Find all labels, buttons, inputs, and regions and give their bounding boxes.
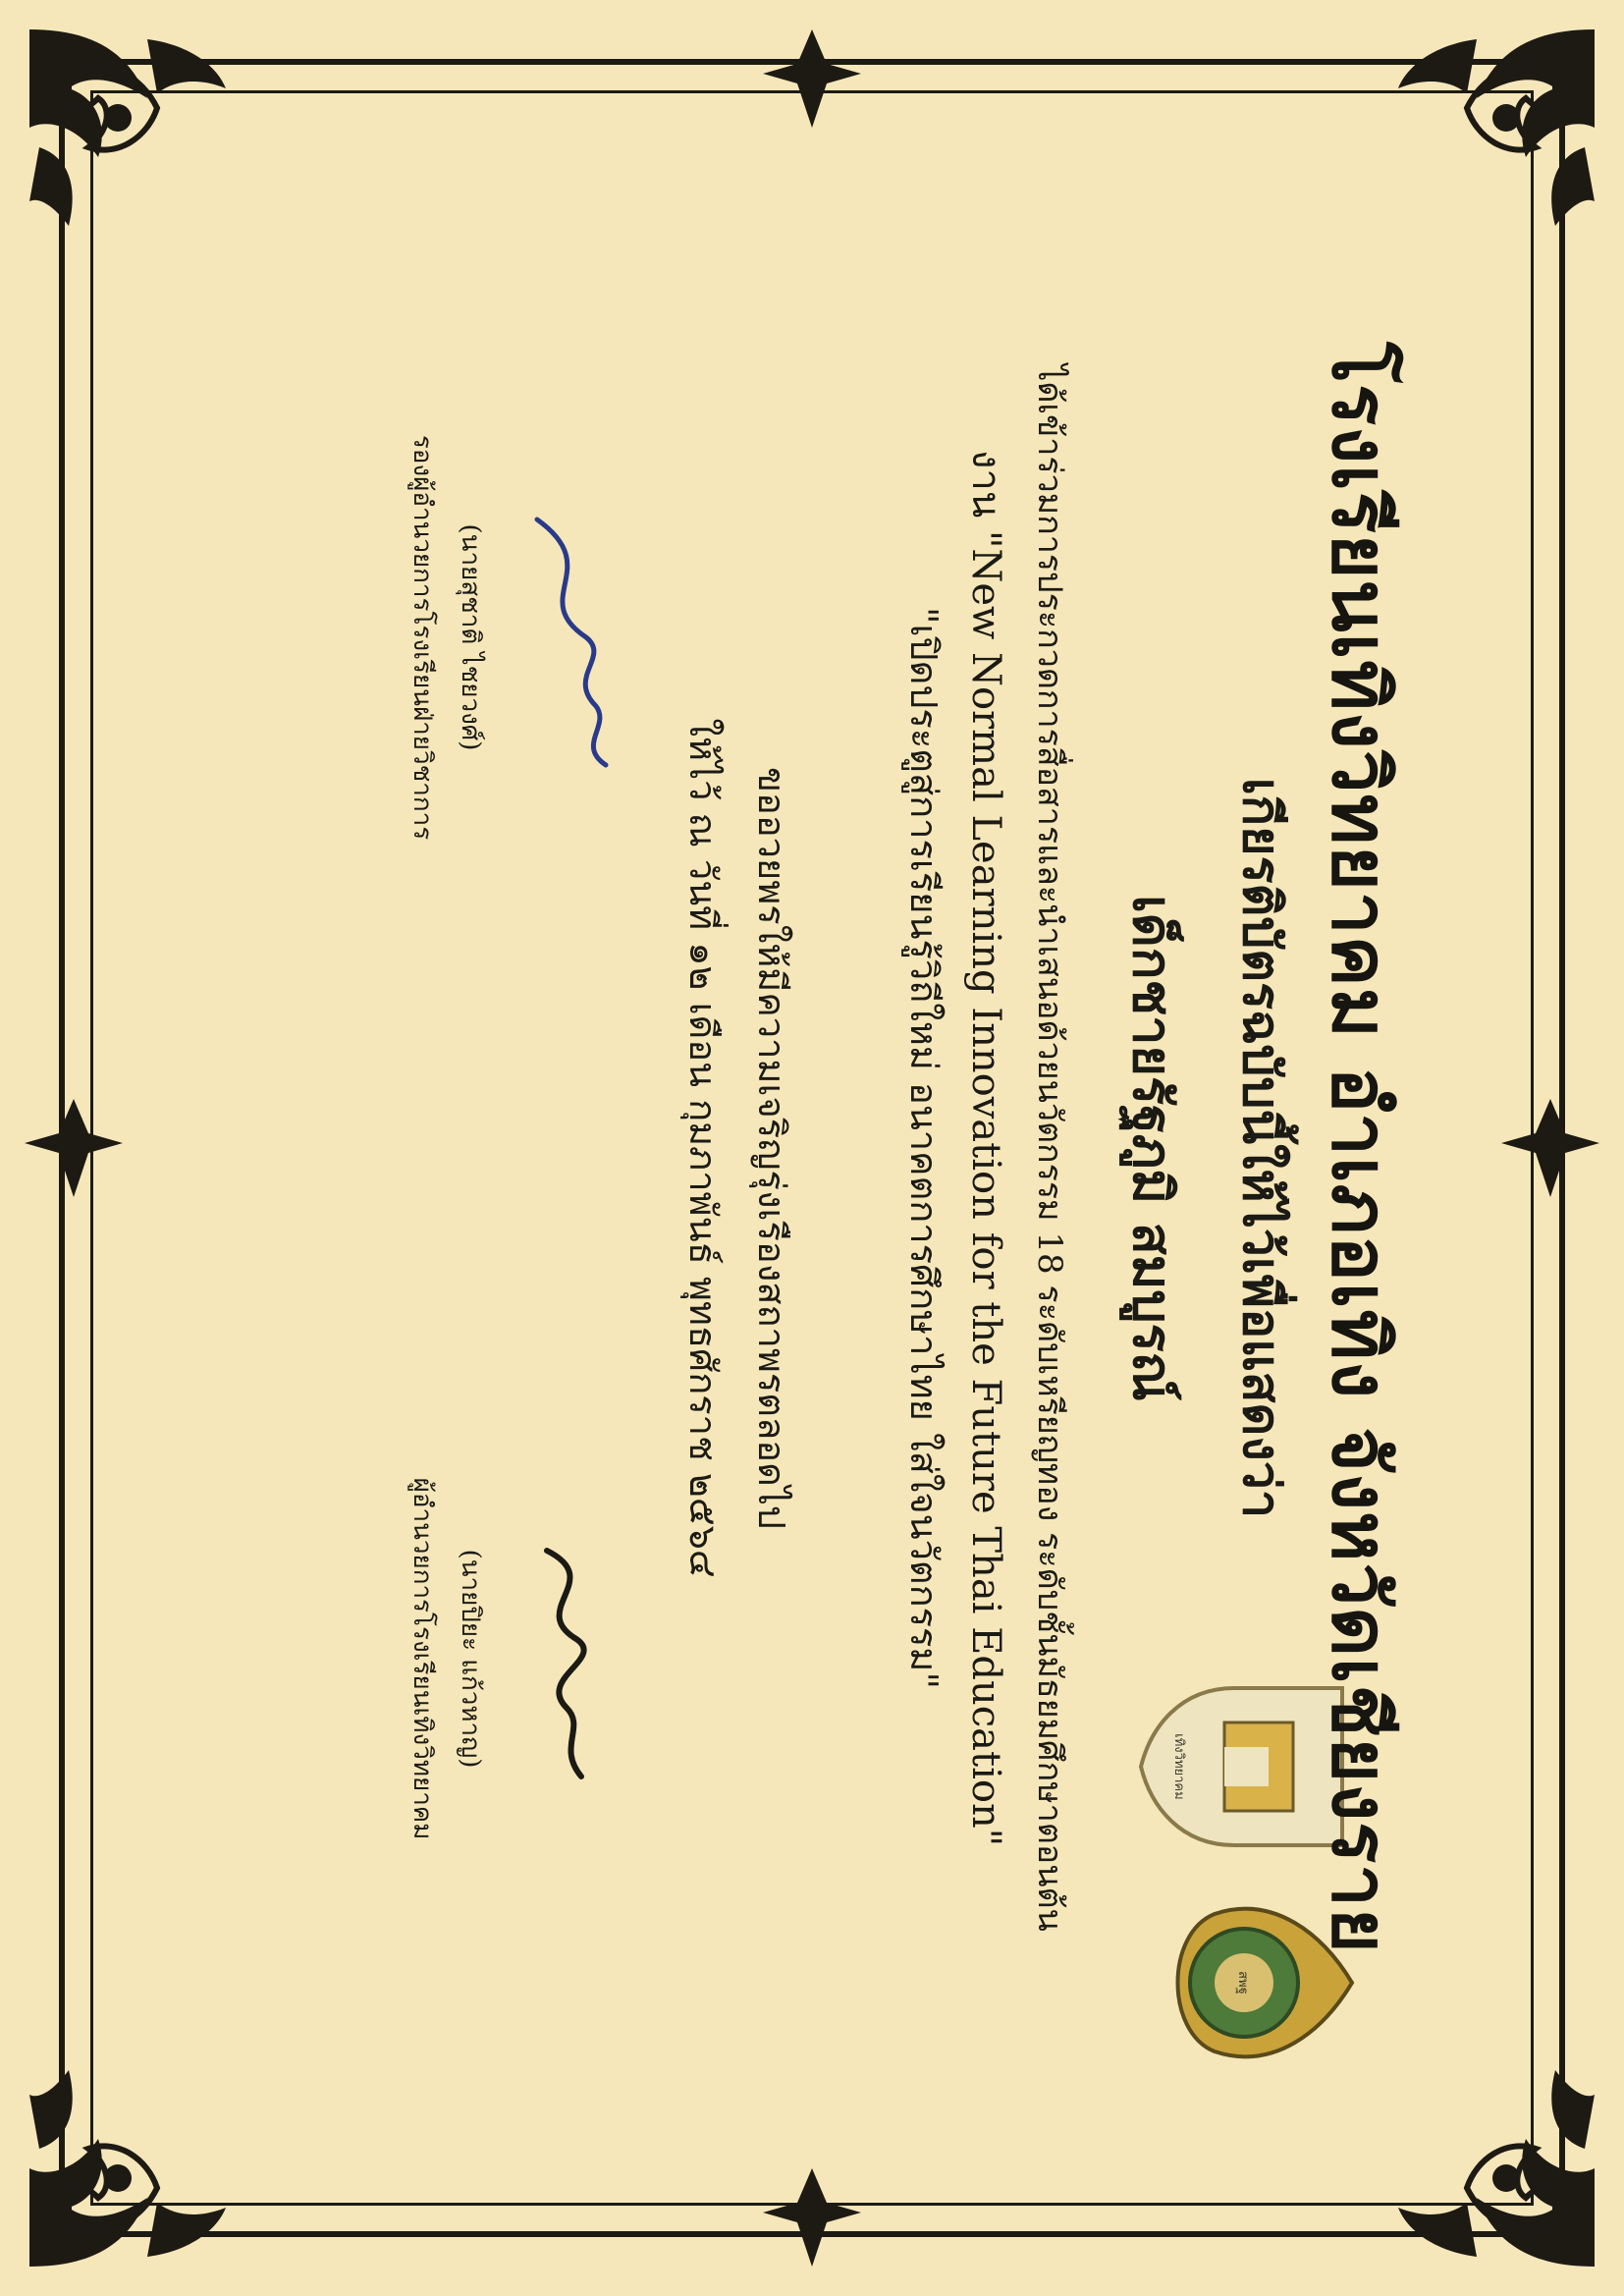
director-name: (นายปิยะ แก้วหาญ) — [456, 1549, 485, 1769]
issue-date: ให้ไว้ ณ วันที่ ๑๒ เดือน กุมภาพันธ์ พุทธศักราช ๒๕๖๔ — [681, 718, 725, 1578]
signature-mark-icon — [508, 1511, 625, 1806]
certificate-heading: เกียรติบัตรฉบับนี้ให้ไว้เพื่อแสดงว่า — [1231, 777, 1291, 1519]
event-name: งาน "New Normal Learning Innovation for the Future Thai Education" — [963, 449, 1008, 1847]
director-role: ผู้อำนวยการโรงเรียนเทิงวิทยาคม — [407, 1477, 437, 1840]
signature-block-deputy — [403, 362, 625, 912]
signature-block-director — [403, 1384, 625, 1934]
left-ornament-icon — [15, 1089, 133, 1207]
certificate-content — [135, 137, 1489, 2159]
blessing-text: ขออวยพรให้มีความเจริญรุ่งเรืองสถาพรตลอดไป — [750, 767, 793, 1529]
bottom-ornament-icon — [753, 2159, 871, 2276]
school-seal-label: เทิงวิทยาคม — [1171, 1733, 1186, 1800]
award-description: ได้เข้าร่วมการประกวดการสื่อสารและนำเสนอด้วยนวัตกรรม 18 ระดับเหรียญทอง ระดับชั้นมัธยมศึกษาตอนต้น — [1030, 364, 1069, 1932]
deputy-role: รองผู้อำนวยการโรงเรียนฝ่ายวิชาการ — [407, 434, 437, 841]
event-slogan: "เปิดประตูสู่การเรียนรู้วิถีใหม่ อนาคตการศึกษาไทย ใส่ใจนวัตกรรม" — [902, 607, 946, 1689]
right-ornament-icon — [1491, 1089, 1609, 1207]
obec-emblem-label: สพฐ — [1235, 1971, 1250, 1995]
deputy-name: (นายสุชาติ ไชยวงศ์) — [456, 523, 485, 751]
school-title: โรงเรียนเทิงวิทยาคม อำเภอเทิง จังหวัดเชียงราย — [1315, 342, 1404, 1954]
recipient-name: เด็กชายรัฐภูมิ สมบูรณ์ — [1121, 895, 1184, 1401]
top-ornament-icon — [753, 20, 871, 137]
signature-mark-icon — [508, 490, 625, 785]
